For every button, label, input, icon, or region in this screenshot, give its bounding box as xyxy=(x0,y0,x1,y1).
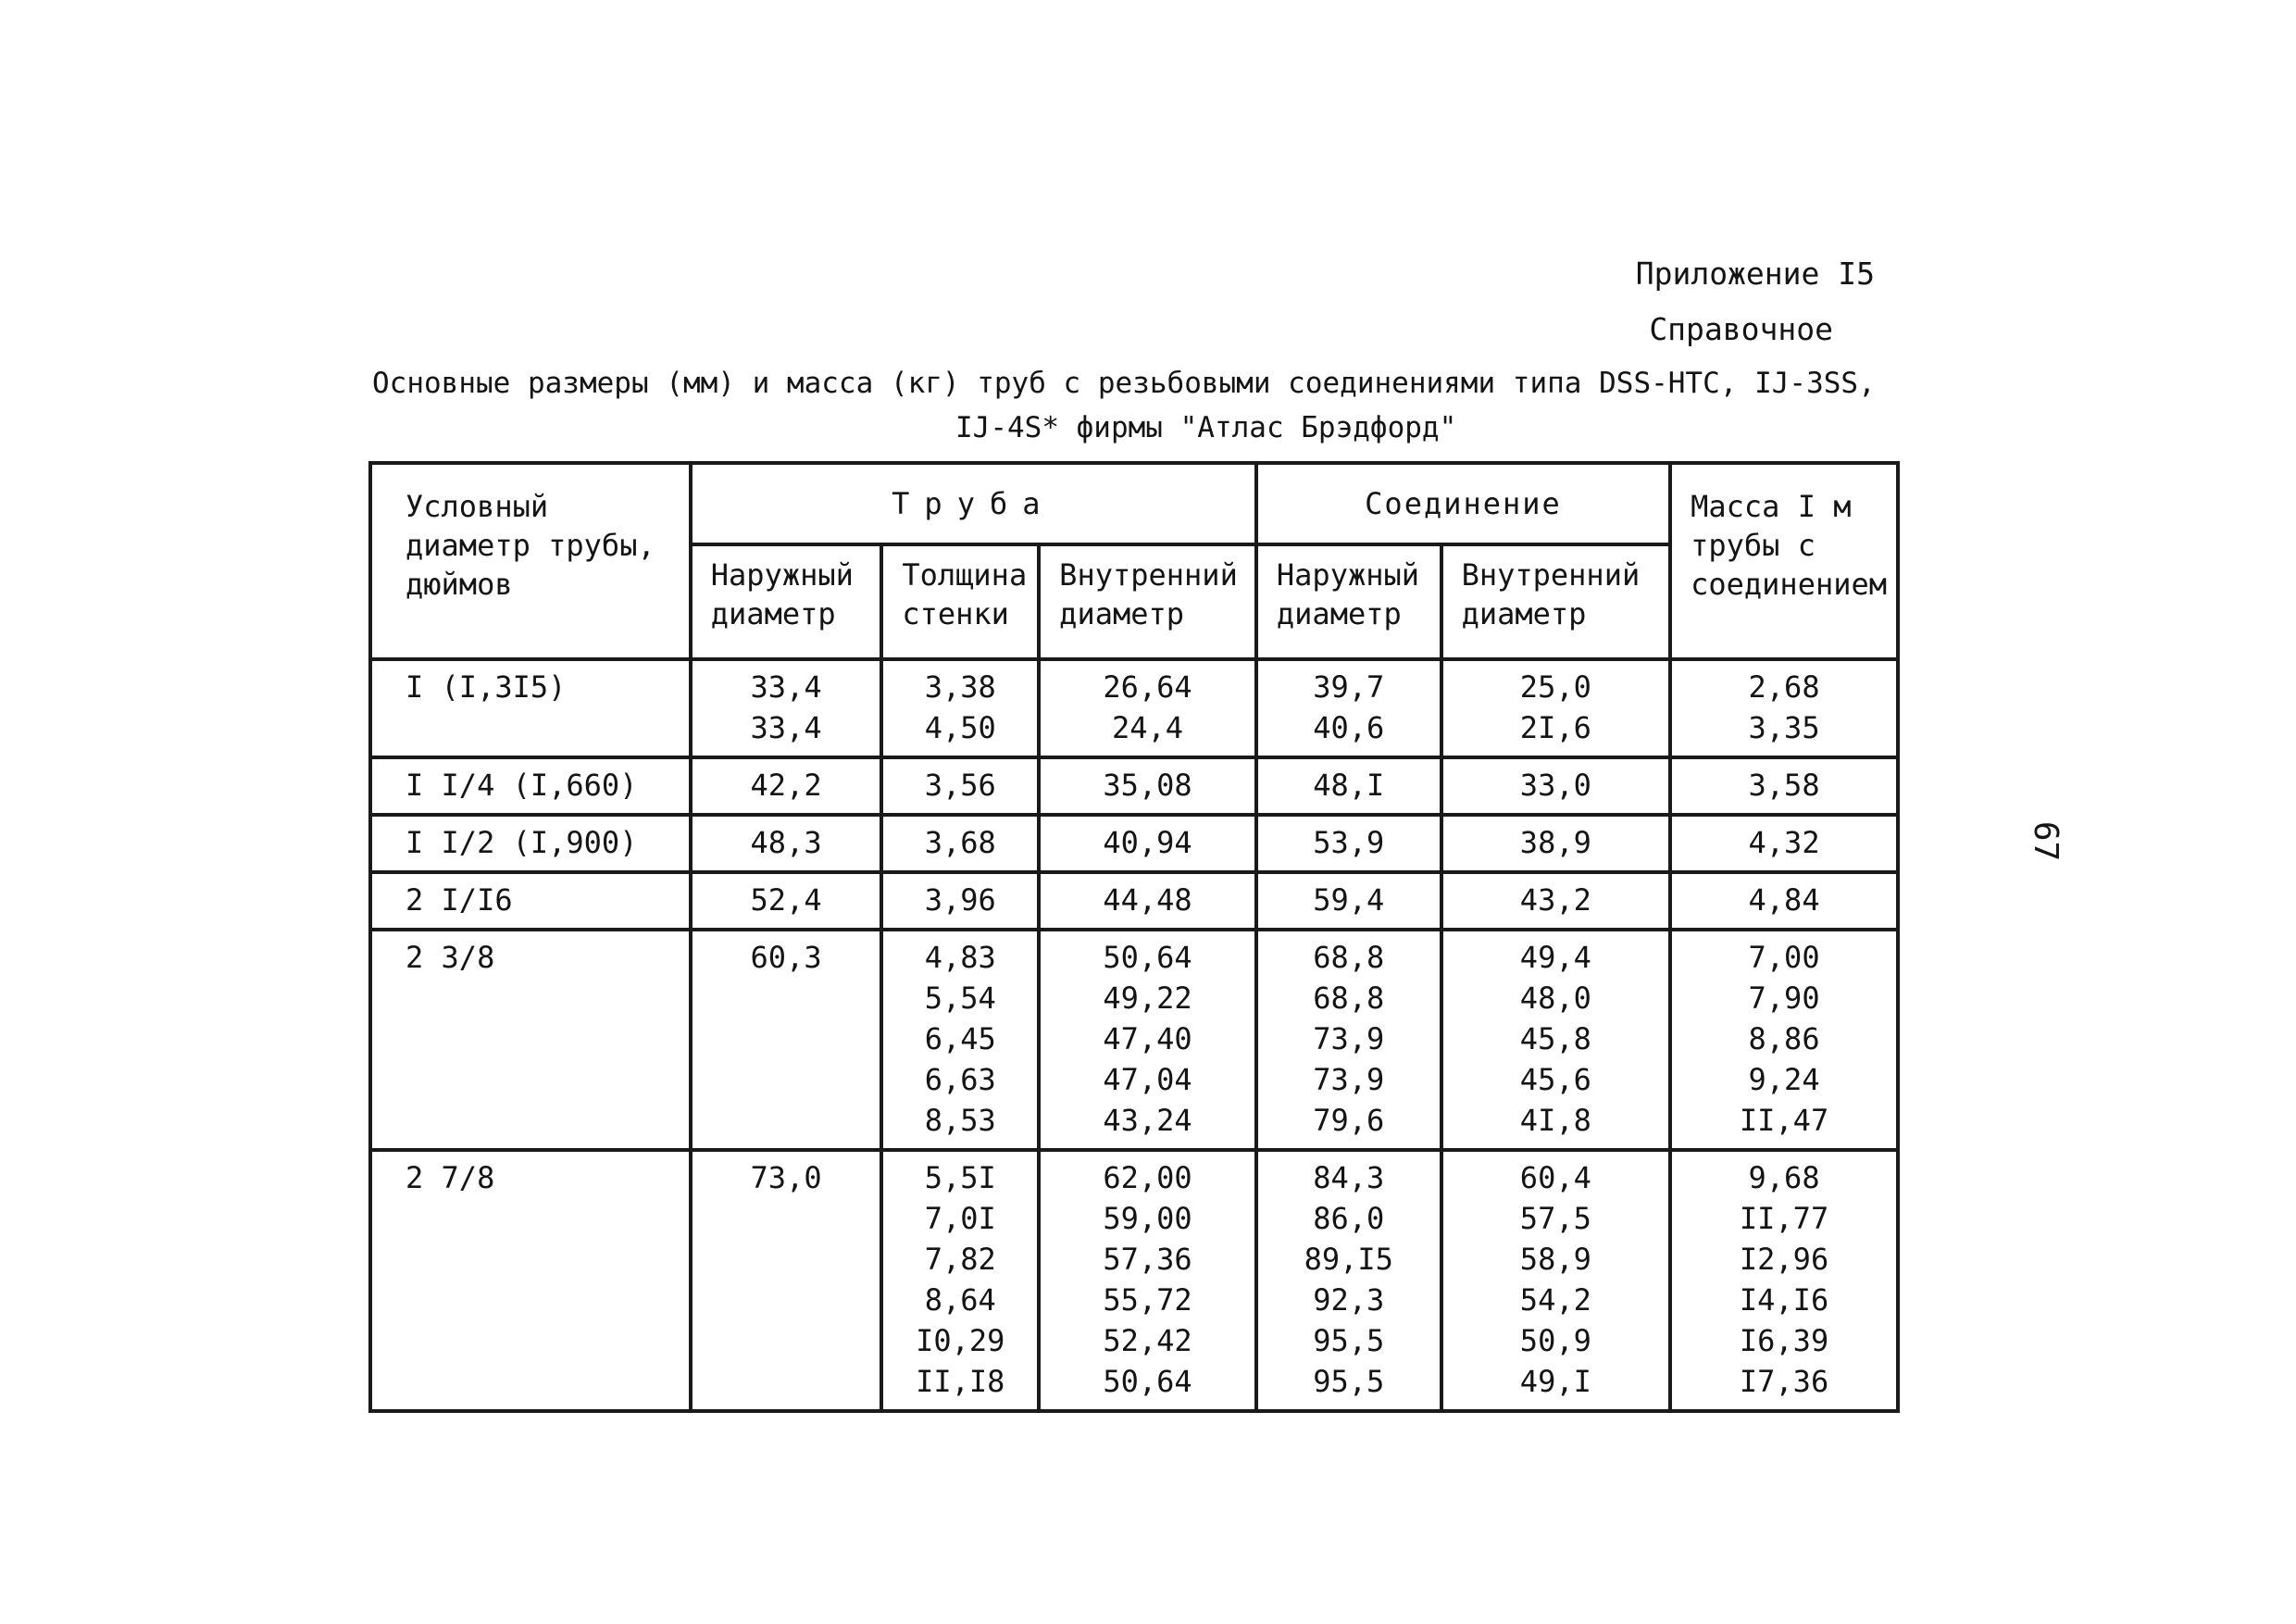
wall-thickness-cell xyxy=(881,757,1039,815)
nominal-diameter-cell xyxy=(370,815,691,872)
wall-thickness: II,I8 xyxy=(916,1364,1005,1399)
wall-thickness: 6,63 xyxy=(924,1062,996,1097)
connection-inner-diameter: 2I,6 xyxy=(1519,710,1591,745)
table-body xyxy=(370,659,1898,1411)
connection-inner-diameter-cell xyxy=(1441,1150,1671,1411)
nominal-diameter-cell xyxy=(370,757,691,815)
connection-inner-diameter: 25,0 xyxy=(1519,669,1591,705)
pipe-inner-diameter: 26,64 xyxy=(1103,669,1192,705)
header-connection-group: Соединение xyxy=(1256,463,1670,544)
nominal-diameter-value: I (I,3I5) xyxy=(406,669,567,705)
mass-value: II,47 xyxy=(1739,1103,1829,1138)
nominal-diameter-cell xyxy=(370,1150,691,1411)
wall-thickness-cell xyxy=(881,659,1039,757)
nominal-diameter-value: 2 3/8 xyxy=(406,940,495,975)
pipe-outer-diameter: 73,0 xyxy=(750,1160,822,1195)
connection-inner-diameter-cell xyxy=(1441,757,1671,815)
connection-inner-diameter-cell xyxy=(1441,815,1671,872)
connection-inner-diameter: 50,9 xyxy=(1519,1323,1591,1358)
wall-thickness: 3,38 xyxy=(924,669,996,705)
table-row xyxy=(370,659,1898,757)
pipe-outer-diameter: 48,3 xyxy=(750,825,822,860)
connection-inner-diameter: 60,4 xyxy=(1519,1160,1591,1195)
pipe-outer-diameter: 42,2 xyxy=(750,768,822,803)
pipe-inner-diameter: 50,64 xyxy=(1103,1364,1192,1399)
connection-inner-diameter: 38,9 xyxy=(1519,825,1591,860)
mass-value-cell xyxy=(1670,659,1898,757)
pipe-inner-diameter: 40,94 xyxy=(1103,825,1192,860)
wall-thickness: 6,45 xyxy=(924,1021,996,1056)
nominal-diameter-value: 2 I/I6 xyxy=(406,882,513,918)
connection-inner-diameter: 49,I xyxy=(1519,1364,1591,1399)
pipe-inner-diameter: 50,64 xyxy=(1103,940,1192,975)
pipe-inner-diameter-cell xyxy=(1039,872,1256,930)
table-row xyxy=(370,872,1898,930)
wall-thickness: 8,64 xyxy=(924,1282,996,1318)
wall-thickness: I0,29 xyxy=(916,1323,1005,1358)
connection-outer-diameter-cell xyxy=(1256,757,1441,815)
header-connection-inner-diameter: Внутренний диаметр xyxy=(1441,544,1671,659)
mass-value: I4,I6 xyxy=(1739,1282,1829,1318)
connection-outer-diameter: 73,9 xyxy=(1313,1021,1385,1056)
nominal-diameter-value: 2 7/8 xyxy=(406,1160,495,1195)
pipe-inner-diameter-cell xyxy=(1039,930,1256,1150)
wall-thickness-cell xyxy=(881,815,1039,872)
pipe-outer-diameter-cell xyxy=(691,757,882,815)
table-row xyxy=(370,815,1898,872)
connection-outer-diameter: 73,9 xyxy=(1313,1062,1385,1097)
annex-label: Приложение I5 xyxy=(1635,256,1875,292)
header-mass: Масса I м трубы с соединением xyxy=(1670,463,1898,659)
connection-outer-diameter: 68,8 xyxy=(1313,981,1385,1016)
mass-value: I7,36 xyxy=(1739,1364,1829,1399)
connection-inner-diameter: 48,0 xyxy=(1519,981,1591,1016)
connection-inner-diameter: 33,0 xyxy=(1519,768,1591,803)
pipe-inner-diameter: 55,72 xyxy=(1103,1282,1192,1318)
mass-value-cell xyxy=(1670,930,1898,1150)
connection-inner-diameter-cell xyxy=(1441,659,1671,757)
header-pipe-outer-diameter: Наружный диаметр xyxy=(691,544,882,659)
connection-outer-diameter: 95,5 xyxy=(1313,1323,1385,1358)
mass-value: 3,35 xyxy=(1748,710,1820,745)
header-pipe-inner-diameter: Внутренний диаметр xyxy=(1039,544,1256,659)
connection-inner-diameter-cell xyxy=(1441,872,1671,930)
mass-value: I6,39 xyxy=(1739,1323,1829,1358)
table-title-line1: Основные размеры (мм) и масса (кг) труб с резьбовыми соединениями типа DSS-HTC, IJ-3SS, xyxy=(372,367,1876,400)
pipe-inner-diameter: 47,04 xyxy=(1103,1062,1192,1097)
connection-inner-diameter: 54,2 xyxy=(1519,1282,1591,1318)
connection-inner-diameter: 45,8 xyxy=(1519,1021,1591,1056)
wall-thickness: 8,53 xyxy=(924,1103,996,1138)
nominal-diameter-cell xyxy=(370,872,691,930)
mass-value: II,77 xyxy=(1739,1201,1829,1236)
wall-thickness: 4,50 xyxy=(924,710,996,745)
nominal-diameter-cell xyxy=(370,930,691,1150)
wall-thickness: 4,83 xyxy=(924,940,996,975)
pipe-inner-diameter: 57,36 xyxy=(1103,1242,1192,1277)
mass-value: 3,58 xyxy=(1748,768,1820,803)
mass-value: 9,68 xyxy=(1748,1160,1820,1195)
pipe-inner-diameter: 52,42 xyxy=(1103,1323,1192,1358)
header-wall-thickness: Толщина стенки xyxy=(881,544,1039,659)
pipe-inner-diameter: 24,4 xyxy=(1112,710,1184,745)
connection-inner-diameter: 43,2 xyxy=(1519,882,1591,918)
pipe-outer-diameter: 60,3 xyxy=(750,940,822,975)
connection-outer-diameter-cell xyxy=(1256,1150,1441,1411)
connection-outer-diameter-cell xyxy=(1256,815,1441,872)
header-pipe-group: Труба xyxy=(691,463,1256,544)
connection-outer-diameter: 53,9 xyxy=(1313,825,1385,860)
mass-value: 4,84 xyxy=(1748,882,1820,918)
header-nominal-diameter: Условный диаметр трубы, дюймов xyxy=(370,463,691,659)
connection-outer-diameter: 39,7 xyxy=(1313,669,1385,705)
wall-thickness-cell xyxy=(881,930,1039,1150)
pipe-outer-diameter-cell xyxy=(691,930,882,1150)
connection-outer-diameter: 89,I5 xyxy=(1304,1242,1393,1277)
mass-value: 4,32 xyxy=(1748,825,1820,860)
wall-thickness-cell xyxy=(881,872,1039,930)
pipe-inner-diameter: 35,08 xyxy=(1103,768,1192,803)
wall-thickness-cell xyxy=(881,1150,1039,1411)
wall-thickness: 3,68 xyxy=(924,825,996,860)
mass-value-cell xyxy=(1670,815,1898,872)
connection-inner-diameter: 57,5 xyxy=(1519,1201,1591,1236)
pipe-outer-diameter: 52,4 xyxy=(750,882,822,918)
connection-outer-diameter: 48,I xyxy=(1313,768,1385,803)
wall-thickness: 7,82 xyxy=(924,1242,996,1277)
table-row xyxy=(370,757,1898,815)
mass-value: 9,24 xyxy=(1748,1062,1820,1097)
table-row xyxy=(370,930,1898,1150)
connection-inner-diameter-cell xyxy=(1441,930,1671,1150)
connection-outer-diameter-cell xyxy=(1256,659,1441,757)
pipe-inner-diameter: 43,24 xyxy=(1103,1103,1192,1138)
connection-outer-diameter-cell xyxy=(1256,872,1441,930)
connection-outer-diameter: 95,5 xyxy=(1313,1364,1385,1399)
connection-outer-diameter: 79,6 xyxy=(1313,1103,1385,1138)
pipe-outer-diameter-cell xyxy=(691,815,882,872)
pipe-outer-diameter: 33,4 xyxy=(750,669,822,705)
connection-inner-diameter: 4I,8 xyxy=(1519,1103,1591,1138)
dimensions-table xyxy=(368,461,1900,1413)
mass-value: 7,00 xyxy=(1748,940,1820,975)
pipe-inner-diameter: 44,48 xyxy=(1103,882,1192,918)
pipe-inner-diameter-cell xyxy=(1039,815,1256,872)
nominal-diameter-cell xyxy=(370,659,691,757)
mass-value-cell xyxy=(1670,872,1898,930)
connection-outer-diameter: 84,3 xyxy=(1313,1160,1385,1195)
nominal-diameter-value: I I/2 (I,900) xyxy=(406,825,638,860)
connection-inner-diameter: 58,9 xyxy=(1519,1242,1591,1277)
connection-outer-diameter-cell xyxy=(1256,930,1441,1150)
connection-outer-diameter: 86,0 xyxy=(1313,1201,1385,1236)
nominal-diameter-value: I I/4 (I,660) xyxy=(406,768,638,803)
pipe-inner-diameter: 47,40 xyxy=(1103,1021,1192,1056)
connection-outer-diameter: 59,4 xyxy=(1313,882,1385,918)
pipe-inner-diameter: 49,22 xyxy=(1103,981,1192,1016)
pipe-outer-diameter-cell xyxy=(691,1150,882,1411)
pipe-outer-diameter-cell xyxy=(691,659,882,757)
table-row xyxy=(370,1150,1898,1411)
pipe-inner-diameter-cell xyxy=(1039,659,1256,757)
wall-thickness: 3,96 xyxy=(924,882,996,918)
mass-value-cell xyxy=(1670,1150,1898,1411)
pipe-outer-diameter: 33,4 xyxy=(750,710,822,745)
reference-label: Справочное xyxy=(1649,311,1833,347)
pipe-outer-diameter-cell xyxy=(691,872,882,930)
pipe-inner-diameter: 62,00 xyxy=(1103,1160,1192,1195)
pipe-inner-diameter: 59,00 xyxy=(1103,1201,1192,1236)
connection-inner-diameter: 49,4 xyxy=(1519,940,1591,975)
wall-thickness: 3,56 xyxy=(924,768,996,803)
wall-thickness: 5,5I xyxy=(924,1160,996,1195)
wall-thickness: 5,54 xyxy=(924,981,996,1016)
mass-value: 7,90 xyxy=(1748,981,1820,1016)
table-title-line2: IJ-4S* фирмы "Атлас Брэдфорд" xyxy=(955,411,1457,444)
page-number: 67 xyxy=(2027,820,2065,862)
pipe-inner-diameter-cell xyxy=(1039,757,1256,815)
wall-thickness: 7,0I xyxy=(924,1201,996,1236)
connection-outer-diameter: 68,8 xyxy=(1313,940,1385,975)
connection-outer-diameter: 92,3 xyxy=(1313,1282,1385,1318)
header-connection-outer-diameter: Наружный диаметр xyxy=(1256,544,1441,659)
pipe-inner-diameter-cell xyxy=(1039,1150,1256,1411)
mass-value: 2,68 xyxy=(1748,669,1820,705)
mass-value: I2,96 xyxy=(1739,1242,1829,1277)
connection-outer-diameter: 40,6 xyxy=(1313,710,1385,745)
mass-value: 8,86 xyxy=(1748,1021,1820,1056)
connection-inner-diameter: 45,6 xyxy=(1519,1062,1591,1097)
mass-value-cell xyxy=(1670,757,1898,815)
